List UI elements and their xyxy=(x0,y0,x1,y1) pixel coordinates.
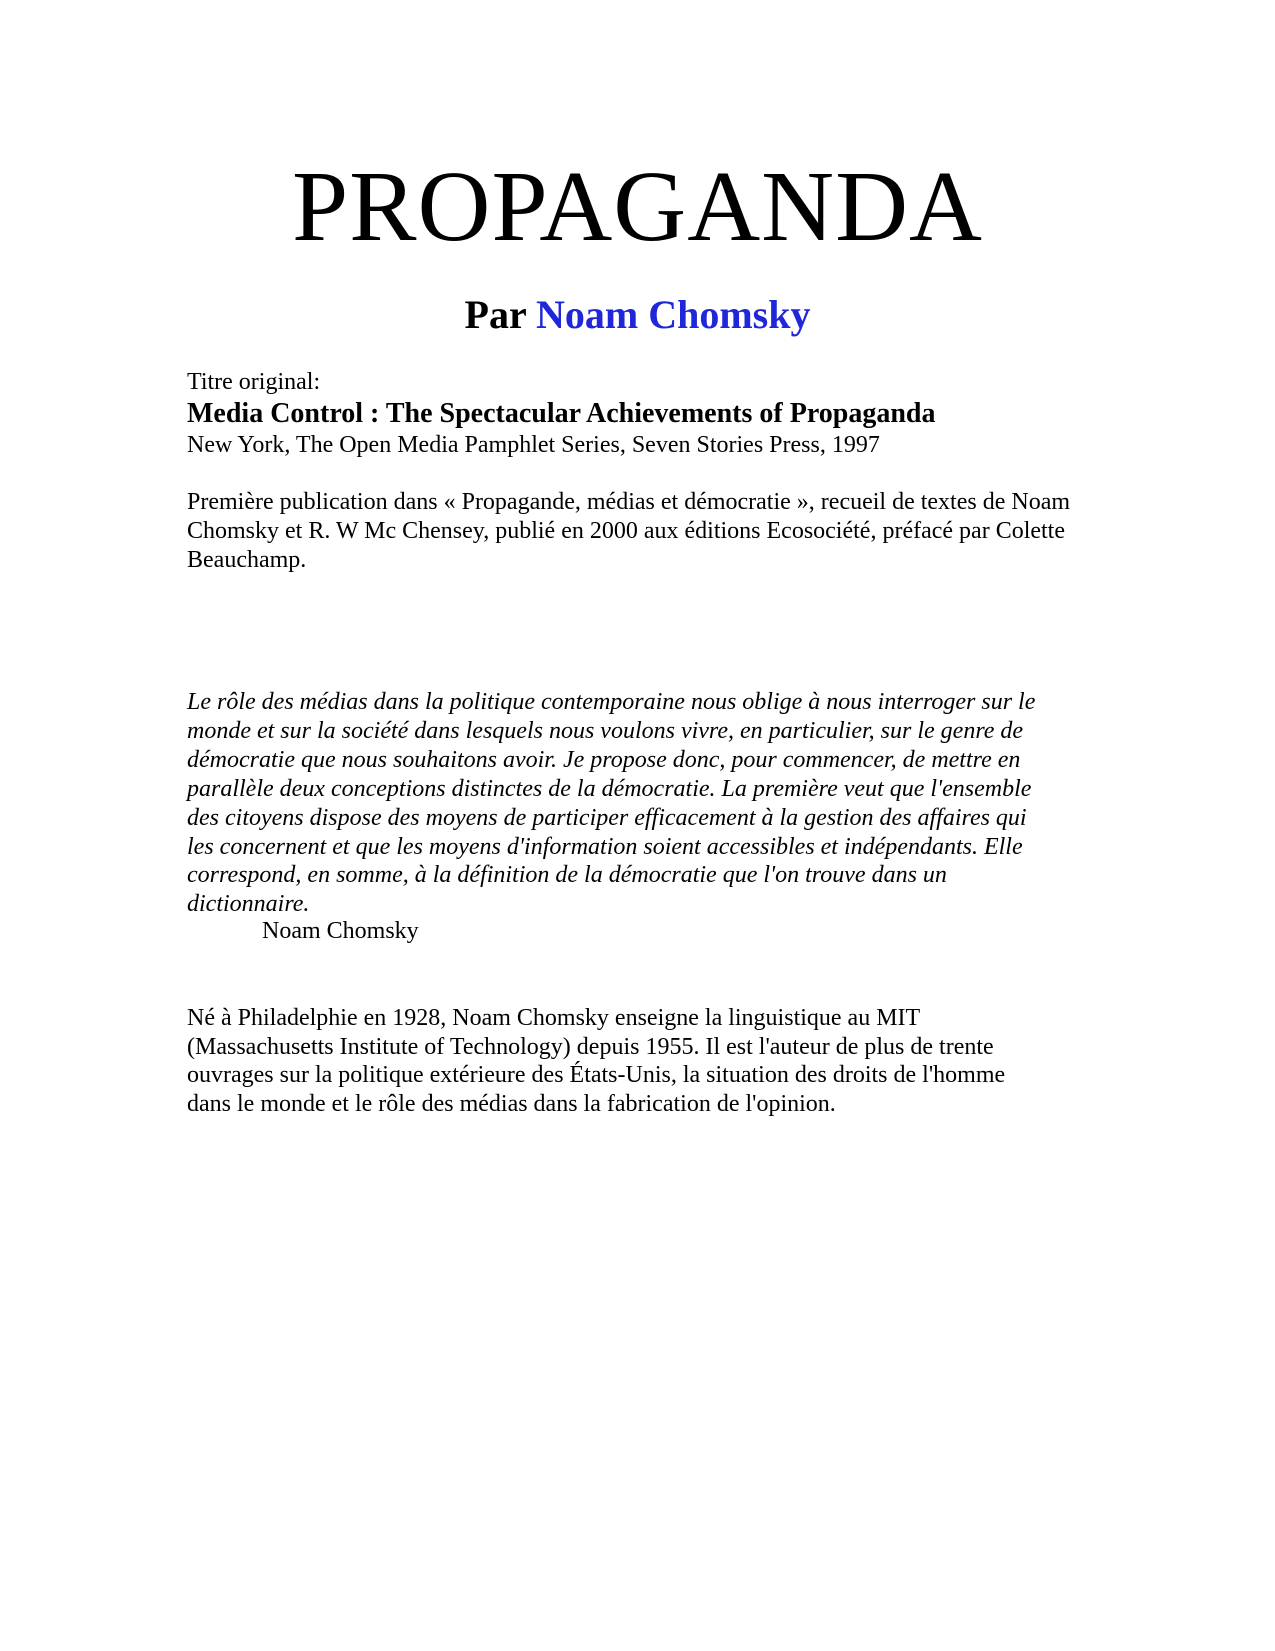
author-biography xyxy=(187,1004,1087,1118)
author-byline xyxy=(0,290,1275,340)
quote-line: Le rôle des médias dans la politique contemporaine nous oblige à nous interroger sur le xyxy=(187,689,1036,715)
bio-line: ouvrages sur la politique extérieure des États-Unis, la situation des droits de l'homme xyxy=(187,1062,1006,1089)
quote-line: parallèle deux conceptions distinctes de la démocratie. La première veut que l'ensemble xyxy=(187,775,1032,802)
quote-line: démocratie que nous souhaitons avoir. Je propose donc, pour commencer, de mettre en xyxy=(187,746,1021,773)
original-title: Media Control : The Spectacular Achievements of Propaganda xyxy=(187,398,936,429)
quote-line: dictionnaire. xyxy=(187,891,310,918)
bio-line: Né à Philadelphie en 1928, Noam Chomsky enseigne la linguistique au MIT xyxy=(187,1005,921,1031)
quote-line: correspond, en somme, à la définition de la démocratie que l'on trouve dans un xyxy=(187,862,947,889)
quote-attribution: Noam Chomsky xyxy=(262,918,419,944)
epigraph-quote xyxy=(187,688,1087,919)
quote-line: monde et sur la société dans lesquels nous voulons vivre, en particulier, sur le genre de xyxy=(187,717,1024,744)
publication-info: New York, The Open Media Pamphlet Series, Seven Stories Press, 1997 xyxy=(187,432,880,458)
byline-prefix: Par xyxy=(464,292,526,337)
author-name: Noam Chomsky xyxy=(535,292,811,337)
quote-line: les concernent et que les moyens d'information soient accessibles et indépendants. Elle xyxy=(187,833,1023,860)
bio-line: dans le monde et le rôle des médias dans la fabrication de l'opinion. xyxy=(187,1090,836,1117)
bio-line: (Massachusetts Institute of Technology) depuis 1955. Il est l'auteur de plus de trente xyxy=(187,1033,994,1060)
first-publication-note: Première publication dans « Propagande, médias et démocratie », recueil de textes de Noam Chomsky et R. W Mc Chensey, publié en 2000 aux éditions Ecosociété, préfacé par Colette Beauchamp. xyxy=(187,489,1071,573)
original-title-label: Titre original: xyxy=(187,369,321,395)
document-title: PROPAGANDA xyxy=(291,150,983,262)
quote-line: des citoyens dispose des moyens de participer efficacement à la gestion des affaires qui xyxy=(187,804,1027,831)
